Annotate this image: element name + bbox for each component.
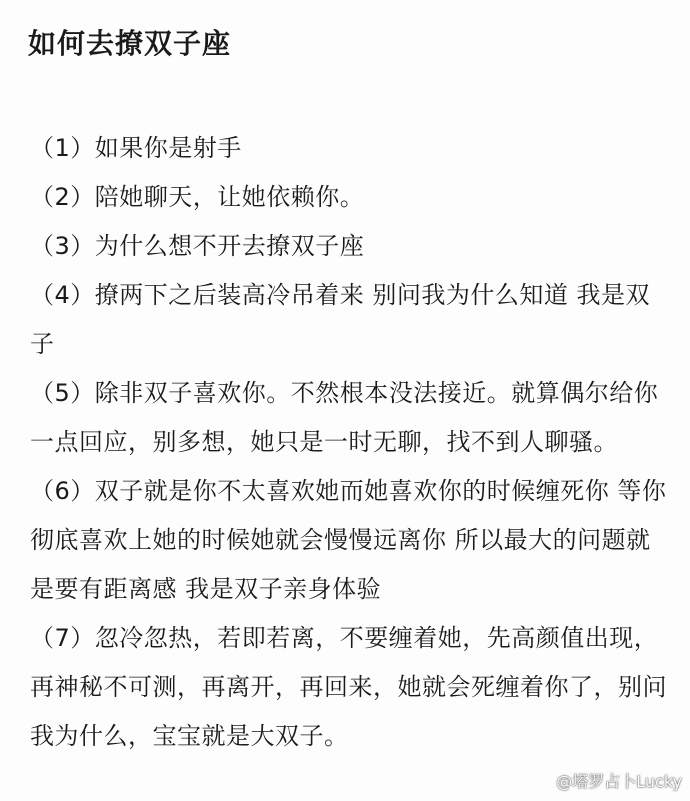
watermark-text: @塔罗占卜Lucky [556, 772, 682, 791]
list-item: （5）除非双子喜欢你。不然根本没法接近。就算偶尔给你一点回应，别多想，她只是一时无聊，找不到人聊骚。 [30, 379, 659, 456]
list-item: （3）为什么想不开去撩双子座 [30, 232, 365, 260]
page-title: 如何去撩双子座 [28, 27, 232, 60]
weibo-logo-icon [526, 772, 552, 792]
list-item: （1）如果你是射手 [30, 134, 242, 162]
list-item: （2）陪她聊天，让她依赖你。 [30, 183, 365, 211]
list-item: （7）忽冷忽热，若即若离，不要缠着她，先高颜值出现，再神秘不可测，再离开，再回来，她就会死缠着你了，别问我为什么，宝宝就是大双子。 [30, 624, 667, 750]
list-item: （6）双子就是你不太喜欢她而她喜欢你的时候缠死你 等你彻底喜欢上她的时候她就会慢慢远离你 所以最大的问题就是要有距离感 我是双子亲身体验 [30, 477, 667, 603]
watermark [526, 771, 682, 793]
list-item: （4）撩两下之后装高冷吊着来 别问我为什么知道 我是双子 [30, 281, 651, 358]
tips-list [30, 124, 670, 761]
